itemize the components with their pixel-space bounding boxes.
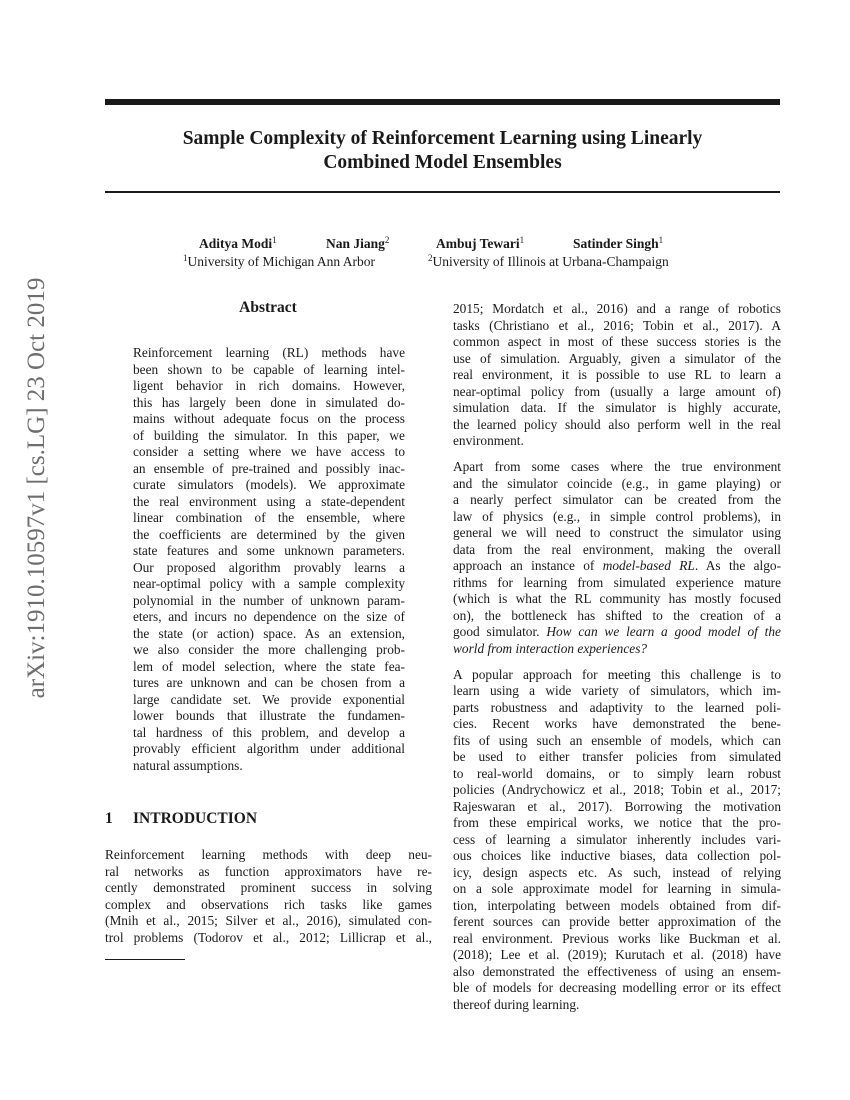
text-line: of building the simulator. In this paper, we bbox=[133, 427, 405, 443]
text-line: ral networks as function approximators have re- bbox=[105, 863, 432, 879]
text-line: been shown to be capable of learning intel- bbox=[133, 361, 405, 377]
text-line: an ensemble of pre-trained and possibly inac- bbox=[133, 460, 405, 476]
text-line: be used to either transfer policies from simulated bbox=[453, 749, 781, 764]
text-line: near-optimal policy from (usually a large amount of) bbox=[453, 383, 781, 399]
text-line: cies. Recent works have demonstrated the bene- bbox=[453, 716, 781, 731]
text-line: curate simulators (models). We approximate bbox=[133, 477, 405, 492]
text-line: polynomial in the number of unknown param- bbox=[133, 592, 405, 608]
text-line: consider a setting where we have access to bbox=[133, 444, 405, 459]
text-line: to real-world domains, or to simply learn robust bbox=[453, 765, 781, 781]
text-line: large candidate set. We provide exponential bbox=[133, 691, 405, 707]
text-line: real environment. Previous works like Buckman et al. bbox=[453, 930, 781, 946]
text-line: simulation data. If the simulator is highly accurate, bbox=[453, 400, 781, 415]
text-line: we also consider the more challenging prob- bbox=[133, 642, 405, 657]
text-line: (Mnih et al., 2015; Silver et al., 2016), simulated con- bbox=[105, 913, 432, 928]
right-column-body bbox=[453, 301, 781, 1013]
text-line: common aspect in most of these success stories is the bbox=[453, 334, 781, 349]
text-line: tures are unknown and can be chosen from a bbox=[133, 675, 405, 690]
text-line: the learned policy should also perform well in the real bbox=[453, 416, 781, 432]
text-line: Rajeswaran et al., 2017). Borrowing the motivation bbox=[453, 798, 781, 814]
text-line: parts robustness and adaptivity to the learned poli- bbox=[453, 699, 781, 715]
footnote-rule bbox=[105, 959, 185, 960]
text-line: policies (Andrychowicz et al., 2018; Tobin et al., 2017; bbox=[453, 782, 781, 797]
text-line: the state (or action) space. As an extension, bbox=[133, 625, 405, 641]
text-line: tal hardness of this problem, and develop a bbox=[133, 724, 405, 740]
text-line: data from the real environment, making the overall bbox=[453, 541, 781, 557]
text-line: this has largely been done in simulated do- bbox=[133, 394, 405, 410]
text-line: real environment, it is possible to use RL to learn a bbox=[453, 367, 781, 382]
text-line: lower bounds that illustrate the fundamen- bbox=[133, 708, 405, 723]
text-line: 2015; Mordatch et al., 2016) and a range of robotics bbox=[453, 301, 781, 316]
text-line: world from interaction experiences? bbox=[453, 640, 648, 656]
affiliation-michigan: $^1$University of Michigan Ann Arbor bbox=[183, 253, 375, 269]
text-line: learn using a wide variety of simulators, which im- bbox=[453, 683, 781, 698]
text-line: mains without adequate focus on the process bbox=[133, 411, 405, 426]
title-line-1: Sample Complexity of Reinforcement Learning using Linearly bbox=[182, 128, 703, 149]
text-line: (which is what the RL community has mostly focused bbox=[453, 591, 781, 606]
text-line: a nearly perfect simulator can be created from the bbox=[453, 492, 781, 507]
text-line: fits of using such an ensemble of models, which can bbox=[453, 732, 781, 748]
text-line: the real environment using a state-dependent bbox=[133, 493, 405, 509]
text-line: the coefficients are determined by the given bbox=[133, 526, 405, 542]
title-top-rule bbox=[105, 99, 780, 105]
text-line: rithms for learning from simulated experience mature bbox=[453, 574, 781, 590]
text-line: Our proposed algorithm provably learns a bbox=[133, 559, 405, 575]
title-bottom-rule bbox=[105, 191, 780, 193]
section-heading-introduction: 1 INTRODUCTION bbox=[105, 810, 258, 827]
text-line: ous choices like inductive biases, data collection pol- bbox=[453, 848, 781, 863]
text-line: cently demonstrated prominent success in solving bbox=[105, 880, 432, 895]
text-line: near-optimal policy with a sample complexity bbox=[133, 576, 405, 591]
text-line: also demonstrated the effectiveness of using an ensem- bbox=[453, 963, 781, 979]
text-line: Reinforcement learning (RL) methods have bbox=[133, 345, 405, 360]
text-line: tasks (Christiano et al., 2016; Tobin et al., 2017). A bbox=[453, 317, 781, 333]
text-line: A popular approach for meeting this challenge is to bbox=[453, 666, 781, 682]
text-line: complex and observations rich tasks like games bbox=[105, 896, 432, 912]
text-line: and the simulator coincide (e.g., in game playing) or bbox=[453, 475, 781, 491]
text-line: tion, interpolating between models obtained from dif- bbox=[453, 897, 781, 913]
affiliation-illinois: $^2$University of Illinois at Urbana-Champaign bbox=[428, 253, 669, 269]
text-line: natural assumptions. bbox=[133, 757, 243, 773]
paper-title bbox=[105, 127, 780, 175]
text-line: environment. bbox=[453, 433, 524, 448]
text-line: general we will need to construct the simulator using bbox=[453, 525, 781, 540]
author-modi: Aditya Modi$^1$ bbox=[199, 235, 277, 251]
arxiv-identifier: arXiv:1910.10597v1 [cs.LG] 23 Oct 2019 bbox=[23, 277, 50, 699]
text-line: linear combination of the ensemble, where bbox=[133, 510, 405, 525]
text-line: cess of learning a simulator inherently includes vari- bbox=[453, 831, 781, 847]
text-line: (2018); Lee et al. (2019); Kurutach et al. (2018) have bbox=[453, 947, 781, 962]
text-line: state features and some unknown parameters. bbox=[133, 543, 405, 558]
text-line: Reinforcement learning methods with deep neu- bbox=[105, 847, 432, 862]
text-line: from these empirical works, we notice that the pro- bbox=[453, 815, 781, 830]
introduction-body bbox=[105, 847, 432, 946]
text-line: thereof during learning. bbox=[453, 996, 580, 1012]
text-line: on a sole approximate model for learning in simula- bbox=[453, 881, 781, 896]
text-line: ligent behavior in rich domains. However, bbox=[133, 378, 405, 393]
author-tewari: Ambuj Tewari$^1$ bbox=[436, 235, 525, 251]
text-line: use of simulation. Arguably, given a simulator of the bbox=[453, 350, 781, 366]
abstract-heading: Abstract bbox=[239, 299, 297, 316]
text-line: icy, design aspects etc. As such, instead of relying bbox=[453, 864, 781, 880]
text-line: Apart from some cases where the true environment bbox=[453, 459, 781, 474]
author-singh: Satinder Singh$^1$ bbox=[573, 235, 664, 251]
text-line: provably efficient algorithm under additional bbox=[133, 741, 405, 756]
text-line: ble of models for decreasing modelling error or its effect bbox=[453, 980, 781, 995]
text-line: lem of model selection, where the state fea- bbox=[133, 658, 405, 674]
text-line: approach an instance of model-based RL. As the algo- bbox=[453, 558, 782, 573]
text-line: on), the bottleneck has shifted to the creation of a bbox=[453, 607, 781, 623]
text-line: eters, and incurs no dependence on the size of bbox=[133, 609, 405, 624]
text-line: good simulator. How can we learn a good model of the bbox=[453, 624, 781, 639]
author-jiang: Nan Jiang$^2$ bbox=[326, 235, 390, 251]
text-line: ferent sources can provide better approximation of the bbox=[453, 914, 781, 929]
text-line: law of physics (e.g., in simple control problems), in bbox=[453, 508, 781, 524]
abstract-body bbox=[133, 345, 405, 774]
title-line-2: Combined Model Ensembles bbox=[323, 152, 562, 173]
text-line: trol problems (Todorov et al., 2012; Lillicrap et al., bbox=[105, 929, 432, 945]
